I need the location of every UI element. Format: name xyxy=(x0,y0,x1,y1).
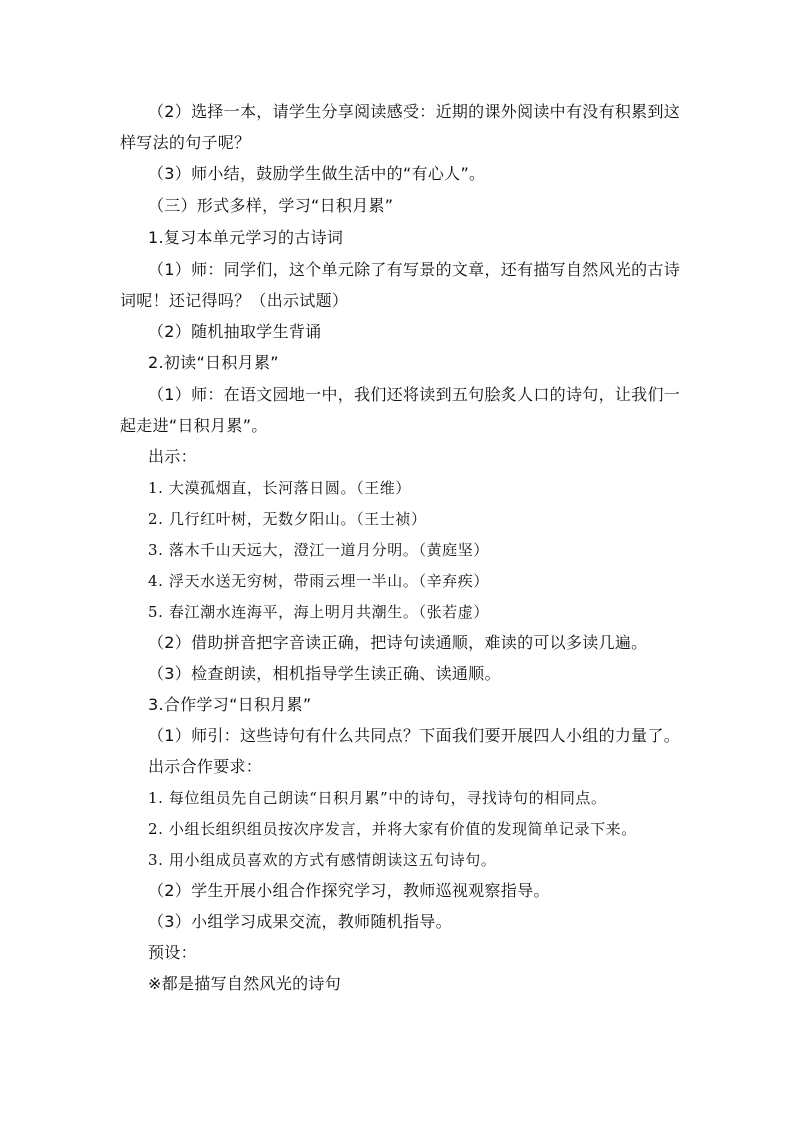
subsection-heading: 3.合作学习“日积月累” xyxy=(148,695,312,714)
text-line: 出示合作要求： xyxy=(148,757,263,776)
text-line: 样写法的句子呢？ xyxy=(120,133,251,152)
subsection-heading: 1.复习本单元学习的古诗词 xyxy=(148,228,344,247)
text-line: 预设： xyxy=(148,943,197,962)
poem-line: 4. 浮天水送无穷树，带雨云埋一半山。（辛弃疾） xyxy=(148,572,489,590)
text-line: 起走进“日积月累”。 xyxy=(120,416,268,435)
poem-line: 3. 落木千山天远大，澄江一道月分明。（黄庭坚） xyxy=(148,541,489,559)
text-line: ※都是描写自然风光的诗句 xyxy=(148,974,342,993)
text-line: （1）师：在语文园地一中，我们还将读到五句脍炙人口的诗句，让我们一 xyxy=(148,385,681,404)
requirement-line: 2. 小组长组织组员按次序发言，并将大家有价值的发现简单记录下来。 xyxy=(148,820,637,838)
text-line: （3）小组学习成果交流，教师随机指导。 xyxy=(148,912,452,931)
requirement-line: 1. 每位组员先自己朗读“日积月累”中的诗句，寻找诗句的相同点。 xyxy=(148,789,607,807)
text-line: （2）借助拼音把字音读正确，把诗句读通顺，难读的可以多读几遍。 xyxy=(148,633,648,652)
text-line: 出示： xyxy=(148,447,197,466)
poem-line: 5. 春江潮水连海平，海上明月共潮生。（张若虚） xyxy=(148,603,489,621)
poem-line: 1. 大漠孤烟直，长河落日圆。（王维） xyxy=(148,479,411,497)
text-line: （3）师小结，鼓励学生做生活中的“有心人”。 xyxy=(148,164,486,183)
text-line: 词呢！还记得吗？（出示试题） xyxy=(120,291,349,310)
text-line: （1）师：同学们，这个单元除了有写景的文章，还有描写自然风光的古诗 xyxy=(148,260,681,279)
section-heading: （三）形式多样，学习“日积月累” xyxy=(148,196,394,215)
text-line: （2）随机抽取学生背诵 xyxy=(148,322,322,341)
subsection-heading: 2.初读“日积月累” xyxy=(148,353,279,372)
poem-line: 2. 几行红叶树，无数夕阳山。（王士祯） xyxy=(148,510,427,528)
text-line: （3）检查朗读，相机指导学生读正确、读通顺。 xyxy=(148,664,501,683)
text-line: （2）选择一本，请学生分享阅读感受：近期的课外阅读中有没有积累到这 xyxy=(148,102,681,121)
text-line: （2）学生开展小组合作探究学习，教师巡视观察指导。 xyxy=(148,881,550,900)
requirement-line: 3. 用小组成员喜欢的方式有感情朗读这五句诗句。 xyxy=(148,851,497,869)
text-line: （1）师引：这些诗句有什么共同点？下面我们要开展四人小组的力量了。 xyxy=(148,726,681,745)
